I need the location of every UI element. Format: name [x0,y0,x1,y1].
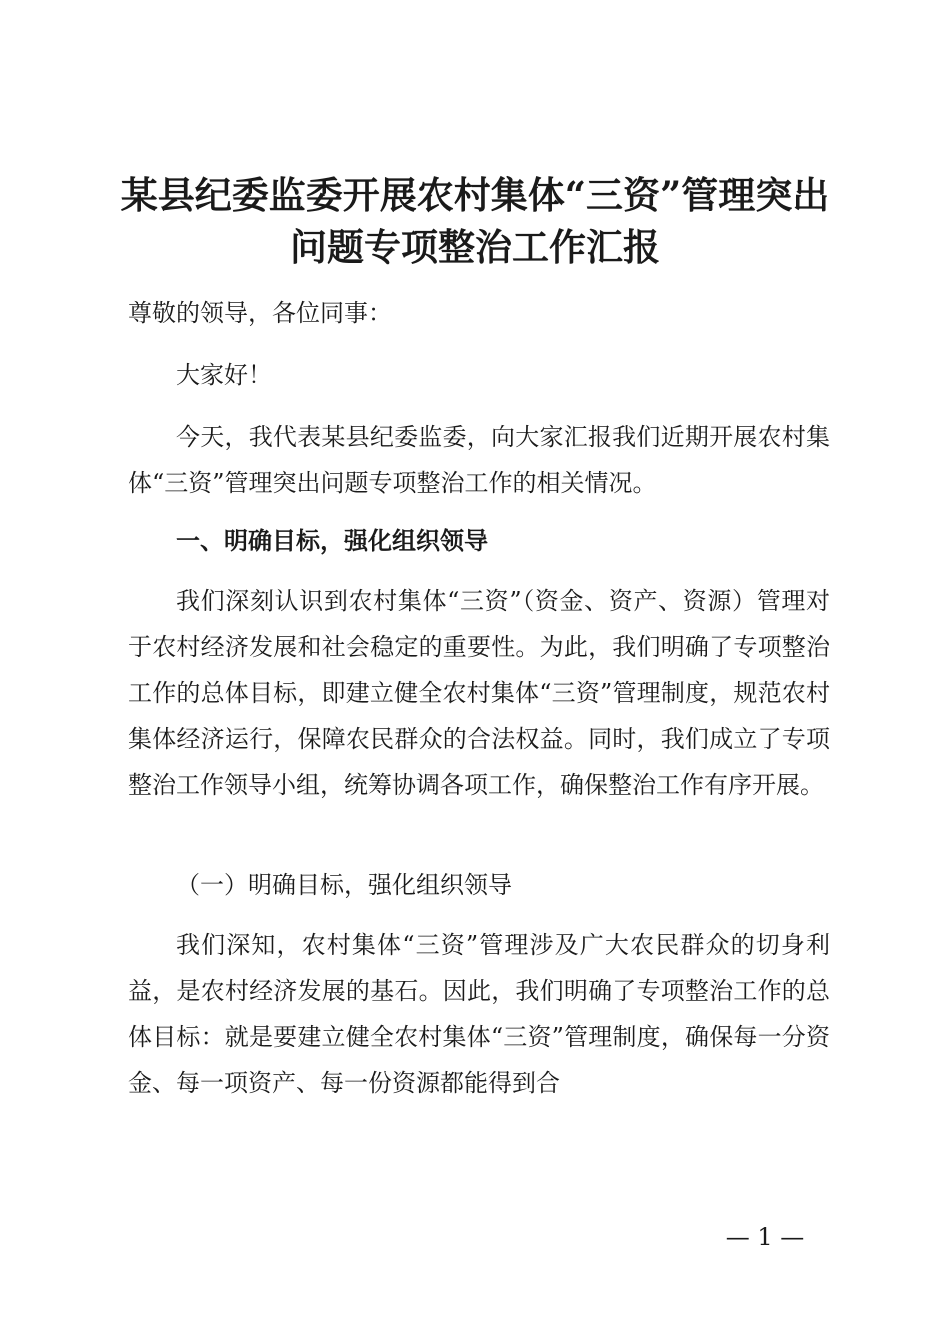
intro-paragraph: 今天，我代表某县纪委监委，向大家汇报我们近期开展农村集体“三资”管理突出问题专项整治工作的相关情况。 [128,423,830,497]
greeting-paragraph: 尊敬的领导，各位同事： [128,299,392,327]
section-1-body: 我们深刻认识到农村集体“三资”（资金、资产、资源）管理对于农村经济发展和社会稳定的重要性。为此，我们明确了专项整治工作的总体目标，即建立健全农村集体“三资”管理制度，规范农村集体经济运行，保障农民群众的合法权益。同时，我们成立了专项整治工作领导小组，统筹协调各项工作，确保整治工作有序开展。 [128,587,830,799]
document-title-line-1: 某县纪委监委开展农村集体“三资”管理突出 [120,173,830,217]
hello-paragraph: 大家好！ [176,361,272,389]
page-number: — 1 — [725,1223,805,1251]
document-title-line-2: 问题专项整治工作汇报 [290,225,660,269]
subsection-1-body: 我们深知，农村集体“三资”管理涉及广大农民群众的切身利益，是农村经济发展的基石。因此，我们明确了专项整治工作的总体目标：就是要建立健全农村集体“三资”管理制度，确保每一分资金、每一项资产、每一份资源都能得到合 [128,931,830,1097]
section-1-heading: 一、明确目标，强化组织领导 [176,527,488,555]
subsection-1-heading: （一）明确目标，强化组织领导 [176,871,512,899]
